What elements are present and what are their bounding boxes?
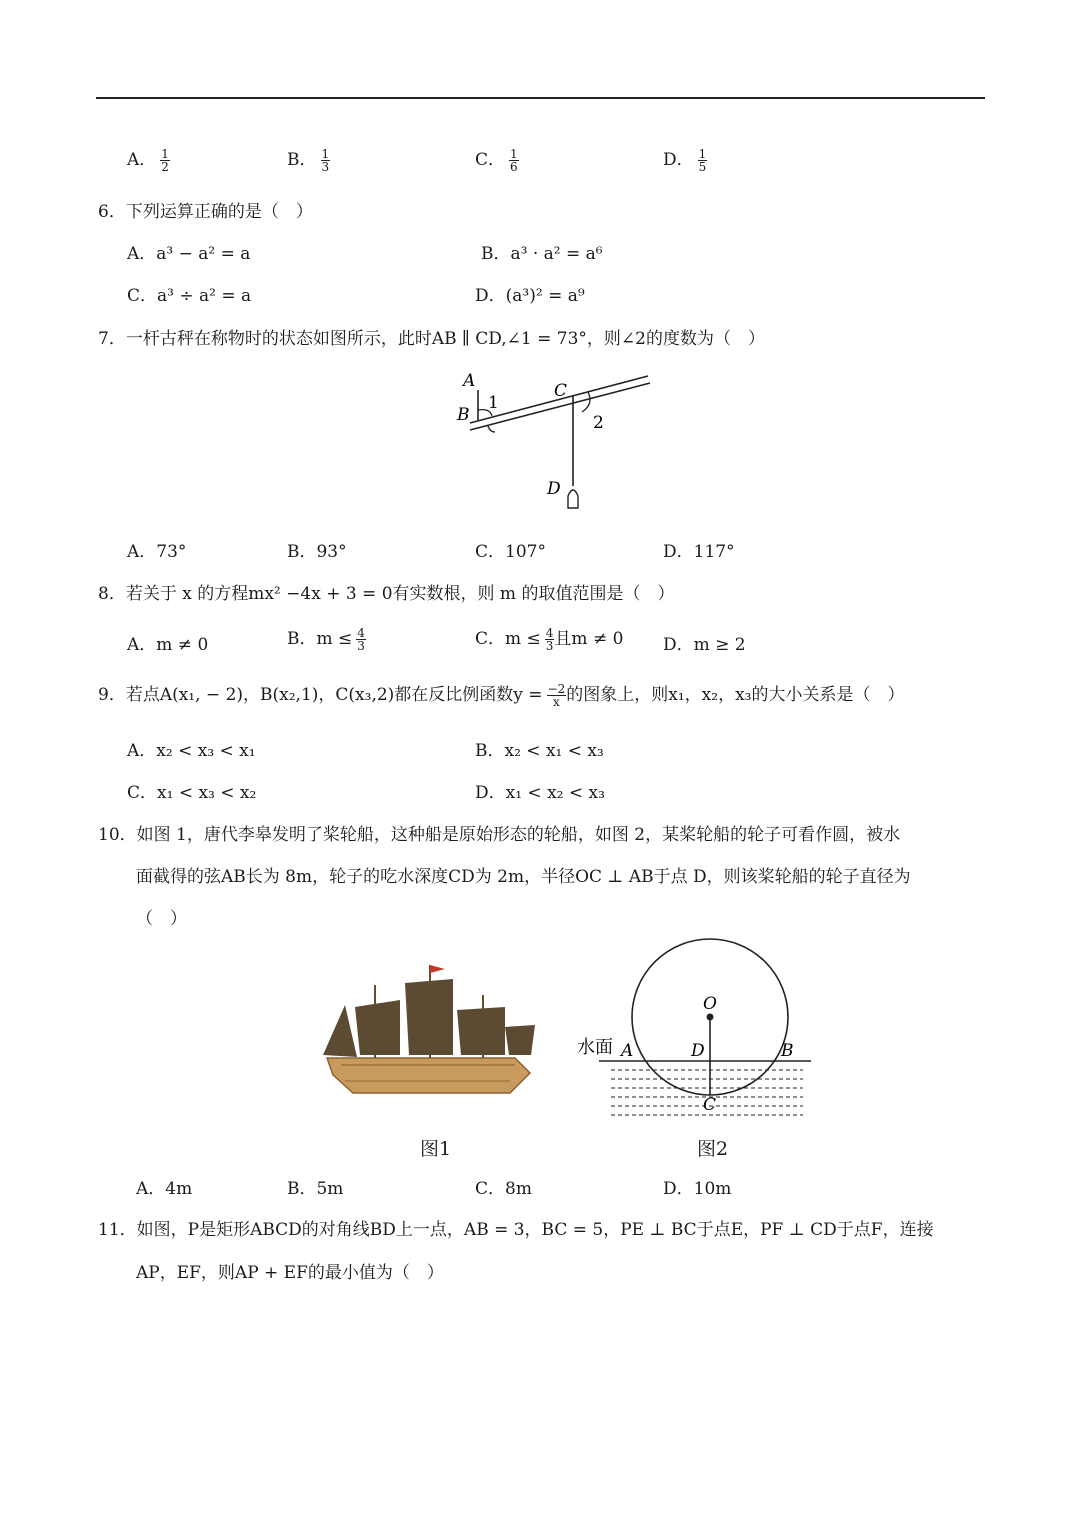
denominator: 3 (357, 639, 365, 653)
q8-stem: 8．若关于 x 的方程mx² −4x + 3 = 0有实数根，则 m 的取值范围是（ ） (98, 584, 675, 604)
denominator: x (553, 695, 560, 709)
numerator: 1 (161, 147, 169, 161)
label-angle-1: 1 (488, 393, 499, 413)
option-label: A． (127, 150, 157, 170)
q5-option-b[interactable] (287, 145, 330, 173)
q5-option-c[interactable] (475, 145, 519, 173)
numerator: −2 (547, 682, 566, 696)
q10-line-2: 面截得的弦AB长为 8m，轮子的吃水深度CD为 2m，半径OC ⊥ AB于点 D，则该桨轮船的轮子直径为 (136, 867, 911, 887)
sail (405, 979, 453, 1055)
q10-option-a[interactable]: A．4m (136, 1179, 193, 1199)
fraction (698, 148, 708, 173)
q6-option-d[interactable]: D．(a³)² = a⁹ (475, 286, 585, 306)
q6-option-c[interactable]: C．a³ ÷ a² = a (127, 286, 252, 306)
q10-line-3: （ ） (136, 909, 187, 929)
sail (505, 1025, 535, 1055)
q8-option-b[interactable] (287, 624, 366, 652)
option-text: B．m ≤ (287, 629, 353, 649)
label-c: C (554, 381, 568, 401)
q5-option-d[interactable] (663, 145, 707, 173)
q7-option-a[interactable]: A．73° (127, 542, 187, 562)
label-d: D (691, 1041, 705, 1061)
option-label: C． (475, 150, 506, 170)
figure-1-caption: 图1 (420, 1138, 452, 1160)
q9-option-a[interactable]: A．x₂ < x₃ < x₁ (127, 741, 256, 761)
q7-option-d[interactable]: D．117° (663, 542, 735, 562)
label-water: 水面 (577, 1037, 613, 1058)
fraction (545, 627, 555, 652)
label-c: C (703, 1095, 717, 1115)
ship-hull (327, 1058, 530, 1093)
label-a: A (621, 1041, 634, 1061)
numerator: 4 (357, 626, 365, 640)
q10-option-b[interactable]: B．5m (287, 1179, 344, 1199)
sail (323, 1005, 357, 1057)
q10-option-c[interactable]: C．8m (475, 1179, 532, 1199)
option-label: B． (287, 150, 317, 170)
fraction (160, 148, 170, 173)
label-a: A (463, 371, 476, 391)
label-o: O (703, 994, 717, 1014)
sail (457, 1007, 505, 1055)
q5-option-a[interactable] (127, 145, 170, 173)
q9-option-b[interactable]: B．x₂ < x₁ < x₃ (475, 741, 604, 761)
q7-option-b[interactable]: B．93° (287, 542, 347, 562)
q10-line-1: 10．如图 1，唐代李皋发明了桨轮船，这种船是原始形态的轮船，如图 2，某桨轮船的轮子可看作圆，被水 (98, 825, 901, 845)
denominator: 6 (510, 160, 518, 174)
flag (430, 965, 445, 973)
stem-text: 的图象上，则x₁，x₂，x₃的大小关系是（ ） (566, 685, 905, 705)
q11-line-1: 11．如图，P是矩形ABCD的对角线BD上一点，AB = 3，BC = 5，PE ⊥ BC于点E，PF ⊥ CD于点F，连接 (98, 1220, 934, 1240)
q7-option-c[interactable]: C．107° (475, 542, 546, 562)
figure-2-caption: 图2 (697, 1138, 729, 1160)
option-text: C．m ≤ (475, 629, 541, 649)
option-text: 且m ≠ 0 (554, 629, 624, 649)
q9-stem (98, 680, 904, 708)
numerator: 1 (510, 147, 518, 161)
numerator: 1 (698, 147, 707, 161)
numerator: 1 (321, 147, 330, 161)
small-arc (488, 426, 495, 432)
label-d: D (547, 479, 561, 499)
q8-option-d[interactable]: D．m ≥ 2 (663, 635, 746, 655)
wheel-figure (575, 932, 815, 1122)
q9-option-d[interactable]: D．x₁ < x₂ < x₃ (475, 783, 605, 803)
center-point (707, 1014, 714, 1021)
weight-icon (568, 490, 578, 508)
q8-option-a[interactable]: A．m ≠ 0 (127, 635, 209, 655)
q8-option-c[interactable] (475, 624, 623, 652)
denominator: 5 (698, 160, 707, 174)
q6-stem: 6．下列运算正确的是（ ） (98, 202, 313, 222)
stem-text: 9．若点A(x₁, − 2)，B(x₂,1)，C(x₃,2)都在反比例函数y = (98, 685, 543, 705)
q10-option-d[interactable]: D．10m (663, 1179, 732, 1199)
fraction (356, 627, 366, 652)
fraction (547, 683, 567, 708)
fraction (321, 148, 331, 173)
q9-option-c[interactable]: C．x₁ < x₃ < x₂ (127, 783, 257, 803)
denominator: 2 (161, 160, 169, 174)
denominator: 3 (321, 160, 330, 174)
q6-option-a[interactable]: A．a³ − a² = a (127, 244, 251, 264)
sail (355, 1000, 400, 1055)
numerator: 4 (545, 626, 554, 640)
label-angle-2: 2 (593, 413, 604, 433)
label-b: B (457, 405, 470, 425)
header-rule (96, 97, 985, 99)
label-b: B (781, 1041, 794, 1061)
fraction (509, 148, 519, 173)
q7-scale-figure (450, 368, 660, 518)
q6-option-b[interactable]: B．a³ · a² = a⁶ (481, 244, 603, 264)
q7-stem: 7．一杆古秤在称物时的状态如图所示，此时AB ∥ CD,∠1 = 73°，则∠2的度数为（ ） (98, 329, 765, 349)
angle-2-arc (582, 392, 590, 412)
q11-line-2: AP，EF，则AP + EF的最小值为（ ） (136, 1263, 444, 1283)
ship-image (305, 955, 545, 1115)
denominator: 3 (545, 639, 554, 653)
option-label: D． (663, 150, 694, 170)
